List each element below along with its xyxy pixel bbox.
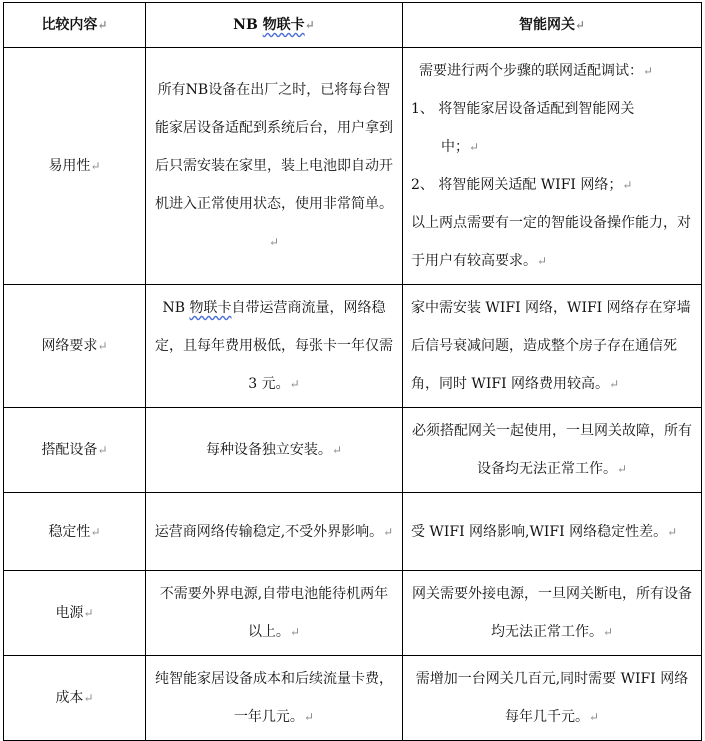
paragraph-mark-icon: ↵	[289, 625, 300, 639]
gateway-cell	[402, 48, 701, 285]
nb-cell: 每种设备独立安装。↵	[145, 408, 402, 493]
paragraph-mark-icon: ↵	[97, 443, 108, 457]
paragraph-mark-icon: ↵	[383, 524, 394, 539]
paragraph-mark-icon: ↵	[536, 254, 548, 268]
table-row	[4, 493, 702, 571]
paragraph-mark-icon: ↵	[616, 462, 628, 476]
gateway-cell: 必须搭配网关一起使用，一旦网关故障，所有设备均无法正常工作。↵	[402, 408, 701, 493]
paragraph-mark-icon: ↵	[642, 64, 654, 78]
nb-cell: 运营商网络传输稳定,不受外界影响。↵	[145, 493, 402, 571]
paragraph-mark-icon: ↵	[574, 18, 586, 32]
gateway-cell: 家中需安装 WIFI 网络，WIFI 网络存在穿墙后信号衰减问题，造成整个房子存在通信死角，同时 WIFI 网络费用较高。↵	[402, 285, 701, 408]
paragraph-mark-icon: ↵	[602, 625, 614, 639]
paragraph-mark-icon: ↵	[304, 18, 315, 32]
header-row	[4, 3, 702, 48]
gateway-cell: 受 WIFI 网络影响,WIFI 网络稳定性差。↵	[402, 493, 701, 571]
gateway-cell: 需增加一台网关几百元,同时需要 WIFI 网络每年几千元。↵	[402, 656, 701, 741]
row-label: 搭配设备↵	[4, 408, 146, 493]
paragraph-mark-icon: ↵	[97, 18, 108, 32]
nb-cell: 所有NB设备在出厂之时，已将每台智能家居设备适配到系统后台，用户拿到后只需安装在家里，装上电池即自动开机进入正常使用状态，使用非常简单。↵	[145, 48, 402, 285]
gateway-intro: 需要进行两个步骤的联网适配调试：↵	[418, 63, 654, 79]
header-smart-gateway: 智能网关↵	[402, 3, 701, 48]
table-row	[4, 571, 702, 656]
nb-cell: 纯智能家居设备成本和后续流量卡费，一年几元。↵	[145, 656, 402, 741]
table-row	[4, 285, 702, 408]
nb-cell: NB 物联卡自带运营商流量，网络稳定，且每年费用极低，每张卡一年仅需 3 元。↵	[145, 285, 402, 408]
nb-cell: 不需要外界电源,自带电池能待机两年以上。↵	[145, 571, 402, 656]
paragraph-mark-icon: ↵	[667, 524, 678, 539]
row-label: 网络要求↵	[4, 285, 146, 408]
row-label: 易用性↵	[4, 48, 146, 285]
row-label: 成本↵	[4, 656, 146, 741]
table-row	[4, 48, 702, 285]
paragraph-mark-icon: ↵	[622, 178, 633, 192]
gateway-cell: 网关需要外接电源，一旦网关断电，所有设备均无法正常工作。↵	[402, 571, 701, 656]
paragraph-mark-icon: ↵	[331, 443, 342, 457]
paragraph-mark-icon: ↵	[289, 377, 300, 391]
paragraph-mark-icon: ↵	[303, 710, 314, 724]
table-row	[4, 408, 702, 493]
row-label: 稳定性↵	[4, 493, 146, 571]
paragraph-mark-icon: ↵	[83, 606, 94, 620]
gateway-step-2: 2、 将智能网关适配 WIFI 网络；↵	[410, 177, 633, 193]
row-label: 电源↵	[4, 571, 146, 656]
paragraph-mark-icon: ↵	[468, 140, 480, 154]
gateway-step-1-cont: 中；↵	[440, 139, 480, 155]
table-row	[4, 656, 702, 741]
paragraph-mark-icon: ↵	[90, 524, 101, 539]
paragraph-mark-icon: ↵	[609, 377, 620, 391]
gateway-step-1: 1、 将智能家居设备适配到智能网关	[410, 101, 635, 117]
paragraph-mark-icon: ↵	[90, 159, 101, 173]
paragraph-mark-icon: ↵	[97, 339, 108, 353]
header-nb-card: NB 物联卡↵	[145, 3, 402, 48]
comparison-table	[3, 2, 702, 741]
paragraph-mark-icon: ↵	[268, 235, 279, 249]
gateway-outro: 以上两点需要有一定的智能设备操作能力，对于用户有较高要求。↵	[410, 215, 691, 269]
paragraph-mark-icon: ↵	[83, 691, 94, 705]
paragraph-mark-icon: ↵	[588, 710, 600, 724]
header-compare-content: 比较内容↵	[4, 3, 146, 48]
